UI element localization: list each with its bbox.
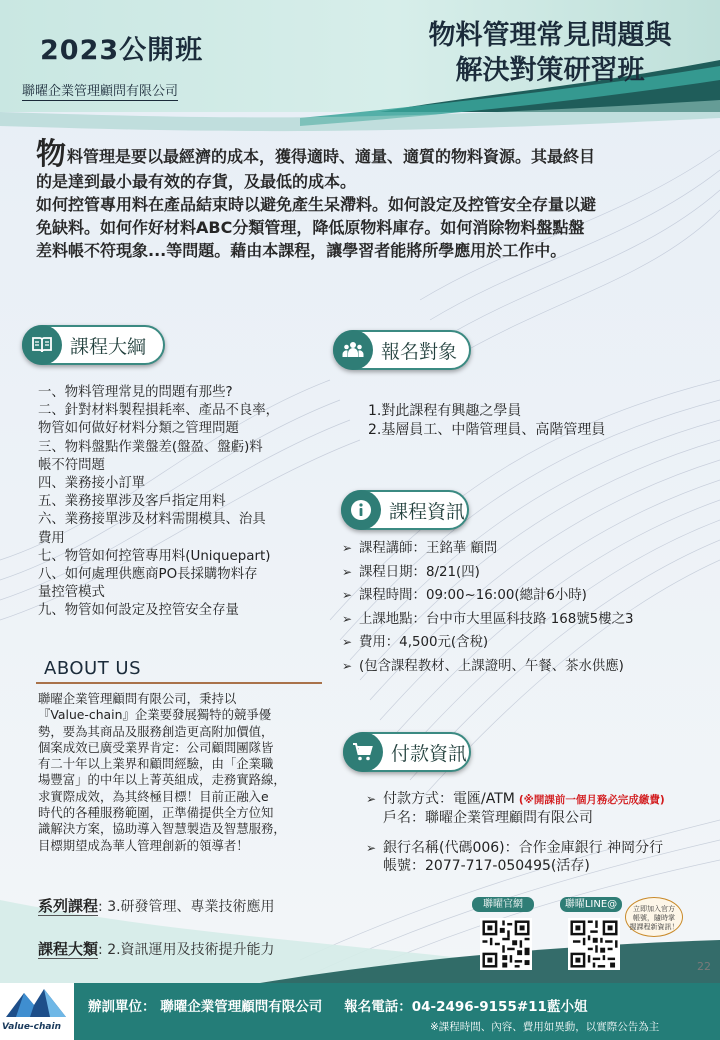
list-item — [342, 537, 692, 561]
bank-name: 銀行名稱(代碼006)：合作金庫銀行 神岡分行 — [383, 840, 664, 856]
about-line: 個案成效已廣受業界肯定：公司顧問團隊皆 — [38, 739, 274, 755]
category-label: 課程大類 — [38, 940, 99, 958]
list-item — [366, 839, 711, 857]
list-item: 七、物管如何控管專用料(Uniquepart) — [38, 548, 271, 564]
payment-info-list — [366, 790, 711, 875]
intro-line — [36, 137, 696, 172]
footer-main-line — [88, 995, 587, 1015]
about-divider — [36, 682, 322, 684]
section-title-payment — [343, 732, 471, 772]
intro-drop-char: 物 — [36, 137, 66, 172]
list-item: 九、物管如何設定及控管安全存量 — [38, 603, 239, 619]
organizer-subtitle: 聯曜企業管理顧問有限公司 — [22, 80, 178, 101]
intro-line: 如何控管專用料在產品結束時以避免產生呆滯料。如何設定及控管安全存量以避 — [36, 195, 597, 214]
bubble-line: 握課程新資訊！ — [629, 923, 679, 931]
footer-note: ※課程時間、內容、費用如異動，以實際公告為主 — [430, 1021, 660, 1033]
payment-method — [383, 790, 665, 809]
list-item — [342, 561, 692, 585]
intro-paragraph — [36, 137, 696, 262]
info-icon — [341, 490, 381, 530]
list-item: 二、針對材料製程損耗率、產品不良率， — [38, 403, 280, 419]
intro-line: 差料帳不符現象...等問題。藉由本課程，讓學習者能將所學應用於工作中。 — [36, 241, 567, 260]
qr-code-icon — [480, 918, 532, 970]
list-item: 帳不符問題 — [38, 457, 105, 473]
category-value: 2.資訊運用及技術提升能力 — [107, 942, 275, 958]
list-item: 三、物料盤點作業盤差(盤盈、盤虧)料 — [38, 439, 263, 455]
list-item: 四、業務接小訂單 — [38, 476, 146, 492]
target-list — [368, 402, 668, 440]
list-item: 一、物料管理常見的問題有那些? — [38, 385, 233, 400]
about-paragraph — [38, 691, 324, 854]
book-icon — [22, 325, 62, 365]
list-item — [342, 584, 692, 608]
line-qr-code[interactable] — [568, 918, 620, 970]
arrow-bullet-icon: ➢ — [342, 635, 353, 649]
list-item: 1.對此課程有興趣之學員 — [368, 403, 522, 419]
list-item: 2.基層員工、中階管理員、高階管理員 — [368, 422, 606, 438]
course-info-list — [342, 537, 692, 678]
info-text: 課程時間：09:00~16:00(總計6小時) — [359, 588, 587, 603]
payment-deadline-note: (※開課前一個月務必完成繳費) — [518, 794, 665, 806]
list-item — [342, 608, 692, 632]
list-item: 戶名：聯曜企業管理顧問有限公司 — [383, 810, 593, 826]
info-text: 課程日期：8/21(四) — [359, 564, 480, 580]
section-title-text: 課程大綱 — [70, 335, 147, 358]
course-title-line: 解決對策研習班 — [455, 55, 645, 86]
cart-icon — [343, 732, 383, 772]
category-colon: : — [98, 942, 103, 958]
series-colon: : — [98, 899, 103, 915]
section-title-text: 報名對象 — [381, 340, 458, 363]
list-item — [366, 790, 711, 809]
outline-list — [38, 384, 323, 621]
value-chain-logo-icon — [0, 983, 74, 1023]
logo-text: Value-chain — [2, 1022, 61, 1032]
payment-method-text: 付款方式：電匯/ATM — [383, 791, 515, 807]
arrow-bullet-icon: ➢ — [366, 841, 377, 855]
series-course — [38, 895, 275, 916]
about-line: 勢，要為其商品及服務創造更高附加價值， — [38, 723, 274, 739]
intro-line: 的是達到最小最有效的存貨，及最低的成本。 — [36, 172, 357, 191]
list-item — [342, 655, 692, 679]
about-line: 目標期望成為華人管理創新的領導者！ — [38, 837, 249, 853]
info-text: (包含課程教材、上課證明、午餐、茶水供應) — [359, 658, 624, 674]
about-line: 『Value-chain』企業要發展獨特的競爭優 — [38, 707, 272, 723]
section-title-info — [341, 490, 469, 530]
arrow-bullet-icon: ➢ — [342, 611, 353, 626]
series-value: 3.研發管理、專業技術應用 — [107, 899, 275, 915]
arrow-bullet-icon: ➢ — [342, 588, 353, 602]
list-item: 物管如何做好材料分類之管理問題 — [38, 421, 239, 437]
arrow-bullet-icon: ➢ — [366, 792, 377, 806]
about-title: ABOUT US — [44, 658, 142, 679]
list-item: 帳號：2077-717-050495(活存) — [383, 858, 590, 874]
series-label: 系列課程 — [38, 897, 99, 915]
info-text: 上課地點：台中市大里區科技路 168號5樓之3 — [359, 611, 634, 627]
info-text: 費用：4,500元(含稅) — [359, 635, 489, 650]
year-title: 2023公開班 — [40, 35, 204, 66]
info-text: 課程講師：王銘華 顧問 — [359, 541, 498, 556]
section-title-target — [333, 330, 471, 370]
section-title-outline — [22, 325, 165, 365]
phone-text: 報名電話：04-2496-9155#11藍小姐 — [344, 999, 588, 1015]
about-line: 聯曜企業管理顧問有限公司，秉持以 — [38, 691, 237, 706]
website-qr-code[interactable] — [480, 918, 532, 970]
list-item: 六、業務接單涉及材料需開模具、治具 — [38, 512, 266, 528]
arrow-bullet-icon: ➢ — [342, 541, 353, 555]
about-line: 時代的各種服務範圍，正準備提供全方位知 — [38, 805, 274, 821]
section-title-text: 付款資訊 — [391, 742, 468, 765]
list-item: 五、業務接單涉及客戶指定用料 — [38, 494, 226, 510]
about-line: 有二十年以上業界和顧問經驗，由「企業職 — [38, 756, 274, 772]
about-line: 場豐富」的中年以上菁英組成，走務實路線， — [38, 772, 286, 788]
intro-line: 免缺料。如何作好材料ABC分類管理，降低原物料庫存。如何消除物料盤點盤 — [36, 218, 585, 237]
bubble-line: 立即加入官方 — [633, 905, 675, 913]
arrow-bullet-icon: ➢ — [342, 658, 353, 673]
list-item: 費用 — [38, 530, 65, 546]
about-line: 識解決方案，協助導入智慧製造及智慧服務， — [38, 821, 286, 837]
course-category — [38, 938, 275, 959]
intro-line-text: 料管理是要以最經濟的成本，獲得適時、適量、適質的物料資源。其最終目 — [67, 147, 596, 166]
qr-label-website: 聯曜官網 — [472, 897, 534, 912]
arrow-bullet-icon: ➢ — [342, 564, 353, 579]
bubble-line: 帳號，隨時掌 — [633, 914, 675, 922]
page-number: 22 — [697, 960, 711, 973]
line-join-bubble — [625, 897, 683, 937]
list-item — [342, 631, 692, 655]
list-item: 量控管模式 — [38, 585, 105, 601]
list-item: 八、如何處理供應商PO長採購物料存 — [38, 567, 258, 583]
section-title-text: 課程資訊 — [389, 500, 466, 523]
people-icon — [333, 330, 373, 370]
about-line: 求實際成效，為其終極目標！目前正融入e — [38, 788, 269, 804]
qr-label-line: 聯曜LINE@ — [560, 897, 622, 912]
qr-code-icon — [568, 918, 620, 970]
course-title — [400, 18, 700, 88]
organizer-text: 辦訓單位： 聯曜企業管理顧問有限公司 — [88, 999, 323, 1015]
course-title-line: 物料管理常見問題與 — [428, 20, 672, 51]
